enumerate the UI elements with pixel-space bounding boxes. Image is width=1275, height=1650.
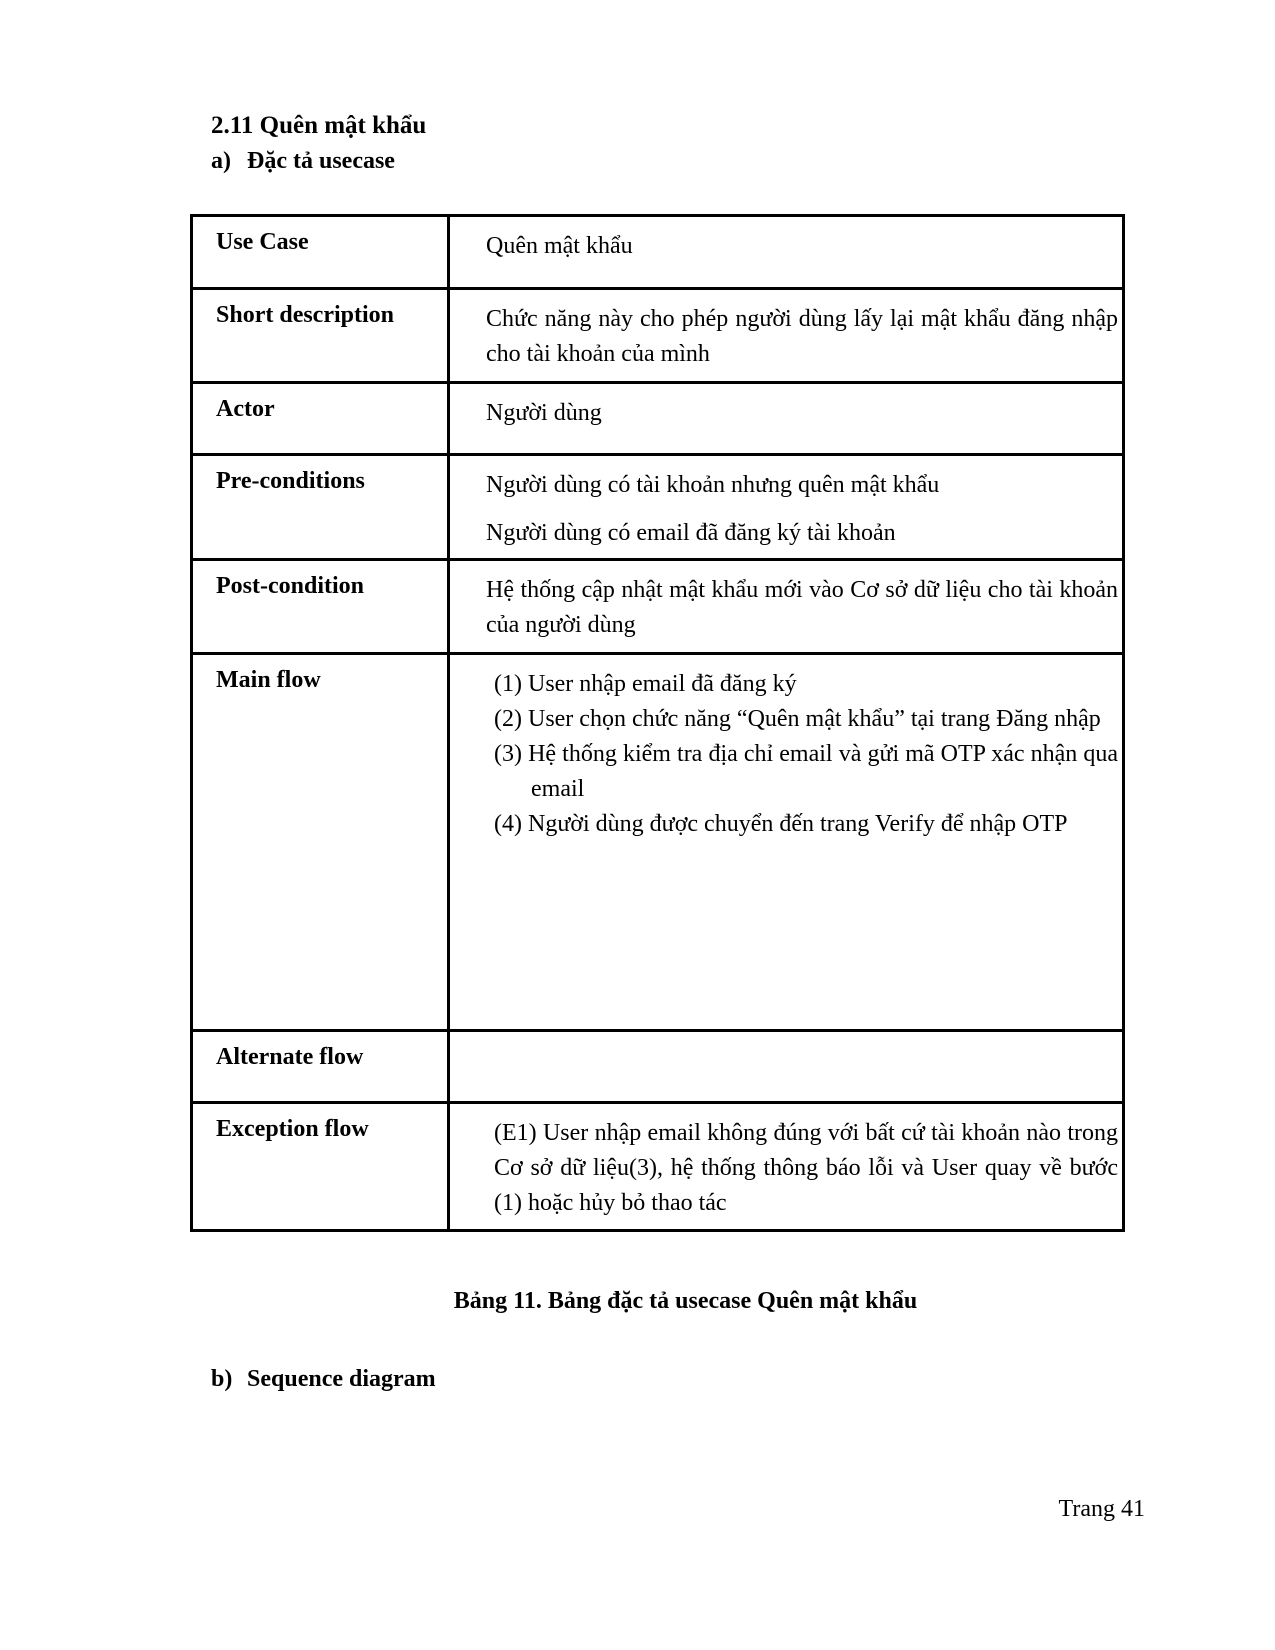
- table-row: [192, 216, 1124, 289]
- main-flow-step: (4) Người dùng được chuyển đến trang Verify để nhập OTP: [494, 811, 1068, 837]
- exception-flow-label: Exception flow: [192, 1103, 449, 1231]
- table-row: [192, 654, 1124, 1031]
- post-condition-value: Hệ thống cập nhật mật khẩu mới vào Cơ sở dữ liệu cho tài khoản của người dùng: [449, 560, 1124, 654]
- table-row: [192, 455, 1124, 560]
- page-number: Trang 41: [1058, 1496, 1145, 1522]
- post-condition-label: Post-condition: [192, 560, 449, 654]
- table-row: [192, 1103, 1124, 1231]
- subheading-b-marker: b): [211, 1366, 233, 1392]
- main-flow-step: (2) User chọn chức năng “Quên mật khẩu” tại trang Đăng nhập: [494, 706, 1101, 732]
- main-flow-label: Main flow: [192, 654, 449, 1031]
- table-caption: [0, 1288, 1275, 1315]
- use-case-label: Use Case: [192, 216, 449, 289]
- exception-flow-text: (E1) User nhập email không đúng với bất cứ tài khoản nào trong Cơ sở dữ liệu(3), hệ thống thông báo lỗi và User quay về bước (1) hoặc hủy bỏ thao tác: [494, 1120, 1118, 1216]
- subheading-b: [211, 1366, 436, 1393]
- subheading-b-text: Sequence diagram: [247, 1366, 436, 1392]
- table-row: [192, 1031, 1124, 1103]
- main-flow-step: (1) User nhập email đã đăng ký: [494, 671, 797, 697]
- actor-value: Người dùng: [449, 383, 1124, 455]
- section-heading: 2.11 Quên mật khẩu: [211, 112, 427, 139]
- main-flow-value: [449, 654, 1124, 1031]
- main-flow-list: [486, 667, 1118, 842]
- use-case-value: Quên mật khẩu: [449, 216, 1124, 289]
- usecase-spec-table: [190, 214, 1125, 1232]
- short-description-value: Chức năng này cho phép người dùng lấy lại mật khẩu đăng nhập cho tài khoản của mình: [449, 289, 1124, 383]
- actor-label: Actor: [192, 383, 449, 455]
- exception-flow-value: [449, 1103, 1124, 1231]
- pre-conditions-label: Pre-conditions: [192, 455, 449, 560]
- pre-condition-item: Người dùng có email đã đăng ký tài khoản: [486, 520, 896, 546]
- subheading-a: [211, 148, 395, 175]
- main-flow-step: (3) Hệ thống kiểm tra địa chỉ email và gửi mã OTP xác nhận qua email: [494, 741, 1118, 802]
- pre-conditions-value: [449, 455, 1124, 560]
- subheading-a-marker: a): [211, 148, 231, 174]
- alternate-flow-value: [449, 1031, 1124, 1103]
- table-caption-text: Bảng 11. Bảng đặc tả usecase Quên mật khẩu: [453, 1288, 918, 1314]
- pre-condition-item: Người dùng có tài khoản nhưng quên mật khẩu: [486, 472, 940, 498]
- subheading-a-text: Đặc tả usecase: [247, 148, 395, 174]
- table-row: [192, 289, 1124, 383]
- alternate-flow-label: Alternate flow: [192, 1031, 449, 1103]
- short-description-label: Short description: [192, 289, 449, 383]
- table-row: [192, 560, 1124, 654]
- table-row: [192, 383, 1124, 455]
